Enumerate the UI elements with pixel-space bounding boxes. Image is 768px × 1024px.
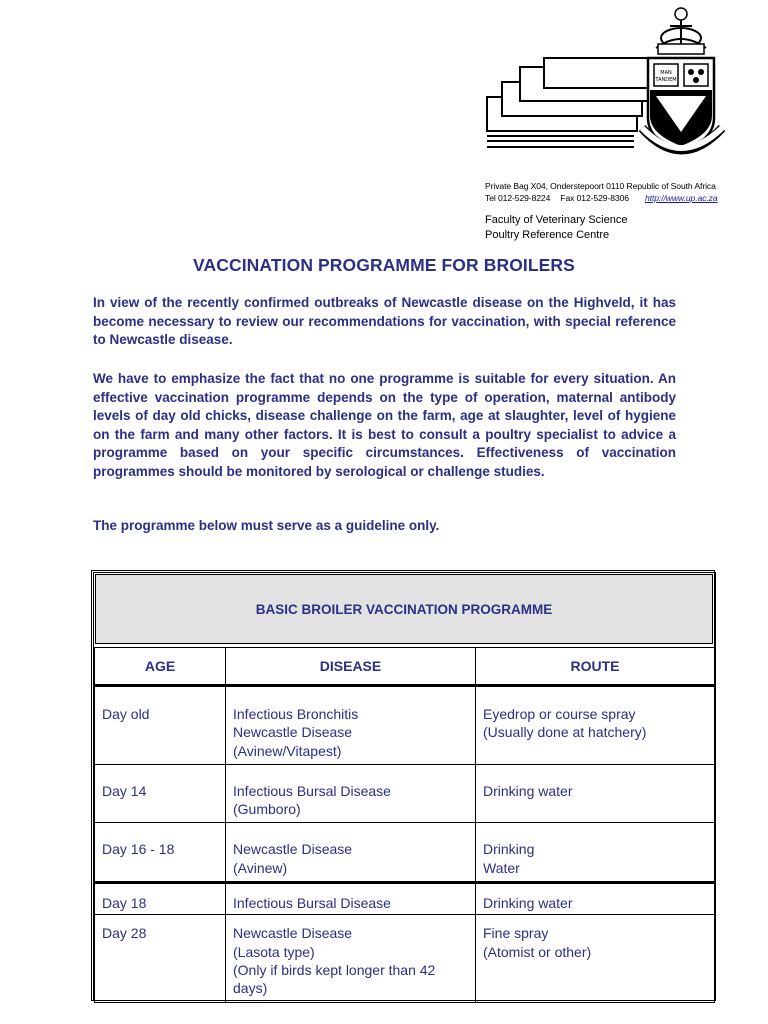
table-row: [95, 764, 715, 823]
disease-line: (Only if birds kept longer than 42: [233, 961, 436, 978]
disease-line: Newcastle Disease: [233, 724, 353, 741]
disease-cell: [226, 686, 476, 765]
centre-name: Poultry Reference Centre: [485, 229, 610, 241]
fax: Fax 012-529-8306: [560, 192, 629, 203]
header-disease: DISEASE: [226, 648, 476, 686]
route-cell: [476, 883, 715, 915]
age-cell: Day 16 - 18: [95, 823, 226, 883]
website-link[interactable]: http://www.up.ac.za: [644, 192, 718, 203]
age-cell: Day 28: [95, 915, 226, 1003]
header-route: ROUTE: [476, 648, 715, 686]
disease-cell: [226, 823, 476, 883]
table-row: [95, 883, 715, 915]
table-row: [95, 915, 715, 1003]
table-header-row: [95, 648, 715, 686]
disease-cell: [226, 915, 476, 1003]
disease-line: Infectious Bursal Disease: [233, 782, 391, 799]
disease-line: (Lasota type): [233, 943, 315, 960]
age-cell: Day 14: [95, 764, 226, 823]
route-line: (Usually done at hatchery): [483, 724, 647, 741]
disease-line: Newcastle Disease: [233, 841, 353, 858]
svg-text:TANDEM: TANDEM: [655, 77, 677, 83]
route-line: Drinking water: [483, 782, 573, 799]
disease-line: (Gumboro): [233, 801, 301, 818]
disease-cell: [226, 883, 476, 915]
disease-line: Infectious Bronchitis: [233, 706, 359, 722]
vaccination-table: [94, 647, 715, 1003]
route-line: Water: [483, 859, 520, 876]
table-caption: BASIC BROILER VACCINATION PROGRAMME: [95, 574, 713, 644]
header-age: AGE: [95, 648, 226, 686]
route-line: (Atomist or other): [483, 943, 592, 960]
faculty-name: Faculty of Veterinary Science: [485, 214, 628, 226]
table-row: [95, 823, 715, 883]
telephone: Tel 012-529-8224: [485, 192, 551, 203]
route-cell: [476, 686, 715, 765]
document-title: VACCINATION PROGRAMME FOR BROILERS: [193, 255, 575, 275]
letterhead: [484, 0, 768, 170]
svg-text:MAN: MAN: [660, 70, 672, 76]
disease-line: Newcastle Disease: [233, 925, 353, 942]
intro-paragraph: In view of the recently confirmed outbreaks of Newcastle disease on the Highveld, it has become necessary to review our recommendations for vaccination, with special reference to Newcastle disease.: [93, 295, 676, 347]
route-cell: [476, 823, 715, 883]
route-line: Drinking: [483, 841, 535, 858]
route-line: Eyedrop or course spray: [483, 706, 636, 722]
disease-line: days): [233, 980, 268, 997]
department-block: [485, 213, 755, 243]
crest-icon: [642, 8, 722, 152]
disease-line: (Avinew): [233, 859, 288, 876]
address-block: [485, 181, 745, 204]
age-cell: Day old: [95, 686, 226, 765]
route-cell: [476, 915, 715, 1003]
guideline-note: The programme below must serve as a guideline only.: [93, 518, 440, 533]
disease-line: Infectious Bursal Disease: [233, 895, 391, 912]
route-line: Drinking water: [483, 895, 573, 912]
route-line: Fine spray: [483, 925, 549, 942]
postal-address: Private Bag X04, Onderstepoort 0110 Republic of South Africa: [485, 181, 716, 191]
disease-cell: [226, 764, 476, 823]
table-row: [95, 686, 715, 765]
emphasis-paragraph: We have to emphasize the fact that no one programme is suitable for every situation. An effective vaccination programme depends on the type of operation, maternal antibody levels of day old chicks, disease challenge on the farm, age at slaughter, level of hygiene on the farm and many other factors. It is best to consult a poultry specialist to advice a programme based on your specific circumstances. Effectiveness of vaccination programmes should be monitored by serological or challenge studies.: [93, 371, 676, 479]
route-cell: [476, 764, 715, 823]
university-logo: [484, 0, 768, 170]
disease-line: (Avinew/Vitapest): [233, 742, 342, 759]
age-cell: Day 18: [95, 883, 226, 915]
